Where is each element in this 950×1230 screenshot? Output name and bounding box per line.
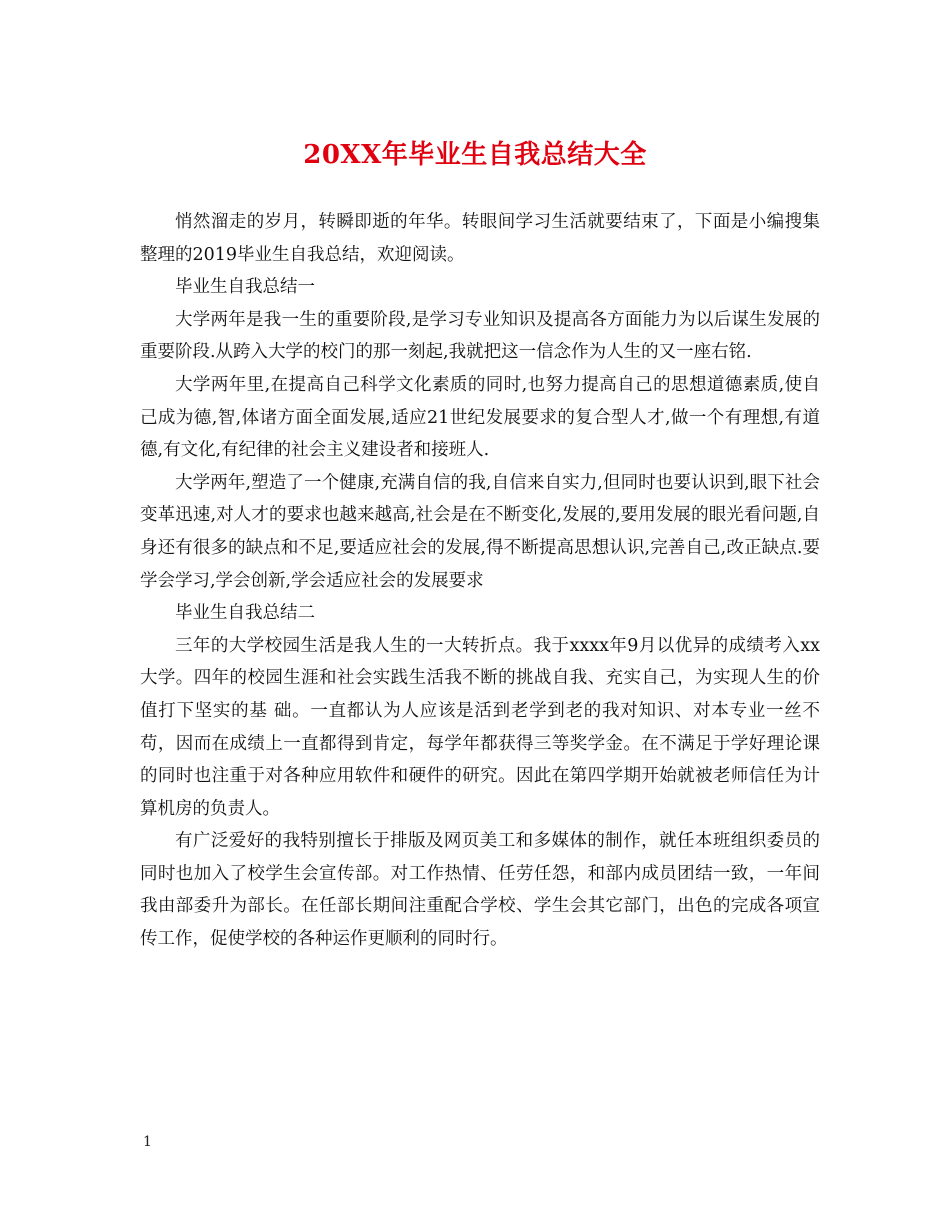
section1-paragraph: 大学两年里,在提高自己科学文化素质的同时,也努力提高自己的思想道德素质,使自己成为德,智,体诸方面全面发展,适应21世纪发展要求的复合型人才,做一个有理想,有道德,有文化,有纪律的社会主义建设者和接班人.	[140, 374, 820, 461]
section-heading-1: 毕业生自我总结一	[175, 277, 315, 298]
section1-paragraph: 大学两年是我一生的重要阶段,是学习专业知识及提高各方面能力为以后谋生发展的重要阶段.从跨入大学的校门的那一刻起,我就把这一信念作为人生的又一座右铭.	[140, 309, 820, 363]
document-title: 20XX年毕业生自我总结大全	[303, 140, 647, 170]
section2-paragraph: 有广泛爱好的我特别擅长于排版及网页美工和多媒体的制作，就任本班组织委员的同时也加入了校学生会宣传部。对工作热情、任劳任怨，和部内成员团结一致，一年间我由部委升为部长。在任部长期间注重配合学校、学生会其它部门，出色的完成各项宣传工作，促使学校的各种运作更顺利的同时行。	[140, 831, 820, 950]
section-heading-2: 毕业生自我总结二	[175, 603, 315, 624]
section2-paragraph: 三年的大学校园生活是我人生的一大转折点。我于xxxx年9月以优异的成绩考入xx大学。四年的校园生涯和社会实践生活我不断的挑战自我、充实自己，为实现人生的价值打下坚实的基 础。一直都认为人应该是活到老学到老的我对知识、对本专业一丝不苟，因而在成绩上一直都得到肯定，每学年都获得三等奖学金。在不满足于学好理论课的同时也注重于对各种应用软件和硬件的研究。因此在第四学期开始就被老师信任为计算机房的负责人。	[140, 635, 820, 819]
document-body	[140, 206, 820, 956]
intro-paragraph: 悄然溜走的岁月，转瞬即逝的年华。转眼间学习生活就要结束了，下面是小编搜集整理的2019毕业生自我总结，欢迎阅读。	[140, 212, 820, 265]
section1-paragraph: 大学两年,塑造了一个健康,充满自信的我,自信来自实力,但同时也要认识到,眼下社会变革迅速,对人才的要求也越来越高,社会是在不断变化,发展的,要用发展的眼光看问题,自身还有很多的缺点和不足,要适应社会的发展,得不断提高思想认识,完善自己,改正缺点.要学会学习,学会创新,学会适应社会的发展要求	[140, 472, 820, 591]
page-number: 1	[143, 1134, 152, 1150]
